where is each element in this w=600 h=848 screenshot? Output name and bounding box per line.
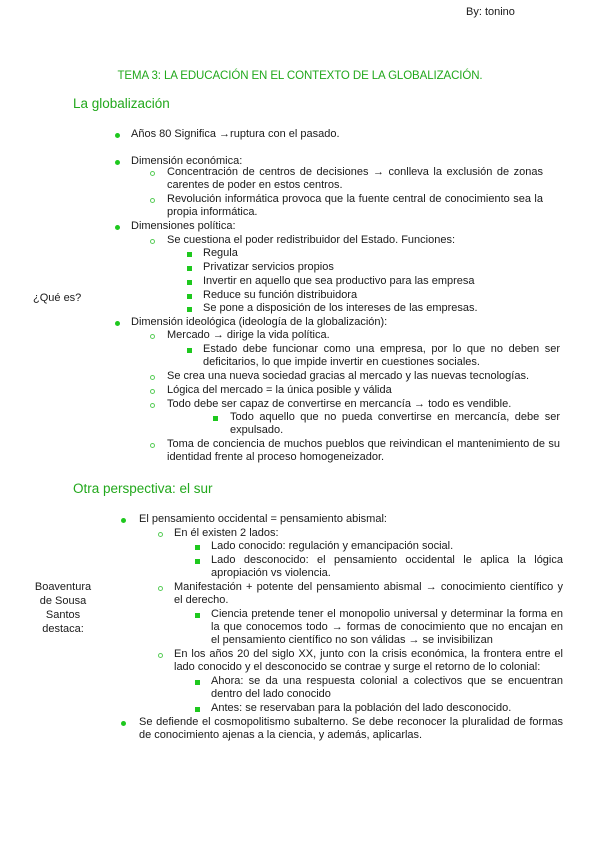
list-item-mercancia: Todo debe ser capaz de convertirse en mercancía → todo es vendible. bbox=[167, 398, 512, 410]
bullet-circle-icon bbox=[150, 403, 155, 408]
bullet-dot-icon bbox=[115, 225, 120, 230]
author-label: By: tonino bbox=[466, 6, 515, 18]
list-item-conciencia: Toma de conciencia de muchos pueblos que reivindican el mantenimiento de su identidad frente al proceso homogeneizador. bbox=[167, 438, 560, 463]
bullet-square-icon bbox=[213, 416, 218, 421]
bullet-circle-icon bbox=[158, 653, 163, 658]
list-item-reduce: Reduce su función distribuidora bbox=[203, 289, 358, 301]
bullet-circle-icon bbox=[150, 239, 155, 244]
list-item-anos20: En los años 20 del siglo XX, junto con la crisis económica, la frontera entre el lado conocido y el desconocido se contrae y surge el retorno de lo colonial: bbox=[174, 648, 563, 673]
bullet-circle-icon bbox=[150, 389, 155, 394]
list-item-concentracion: Concentración de centros de decisiones → conlleva la exclusión de zonas carentes de poder en estos centros. bbox=[167, 166, 543, 191]
bullet-square-icon bbox=[187, 280, 192, 285]
bullet-circle-icon bbox=[150, 375, 155, 380]
side-label-boaventura: Boaventura de Sousa Santos destaca: bbox=[34, 581, 92, 635]
bullet-square-icon bbox=[195, 707, 200, 712]
bullet-square-icon bbox=[187, 294, 192, 299]
bullet-square-icon bbox=[187, 348, 192, 353]
list-item-anos80: Años 80 Significa →ruptura con el pasado. bbox=[131, 128, 340, 140]
section-heading-globalizacion: La globalización bbox=[73, 96, 170, 111]
list-item-privatizar: Privatizar servicios propios bbox=[203, 261, 334, 273]
bullet-square-icon bbox=[195, 613, 200, 618]
bullet-circle-icon bbox=[158, 532, 163, 537]
list-item-dimension-ideologica: Dimensión ideológica (ideología de la globalización): bbox=[131, 316, 388, 328]
list-item-revolucion: Revolución informática provoca que la fuente central de conocimiento sea la propia informática. bbox=[167, 193, 543, 218]
bullet-square-icon bbox=[187, 252, 192, 257]
list-item-mercado: Mercado → dirige la vida política. bbox=[167, 329, 330, 341]
bullet-dot-icon bbox=[115, 133, 120, 138]
list-item-disposicion: Se pone a disposición de los intereses de las empresas. bbox=[203, 302, 478, 314]
list-item-regula: Regula bbox=[203, 247, 238, 259]
bullet-dot-icon bbox=[121, 721, 126, 726]
bullet-circle-icon bbox=[158, 586, 163, 591]
bullet-square-icon bbox=[195, 545, 200, 550]
document-title: TEMA 3: LA EDUCACIÓN EN EL CONTEXTO DE LA GLOBALIZACIÓN. bbox=[117, 70, 483, 82]
list-item-invertir: Invertir en aquello que sea productivo para las empresa bbox=[203, 275, 475, 287]
bullet-circle-icon bbox=[150, 198, 155, 203]
bullet-circle-icon bbox=[150, 334, 155, 339]
list-item-estado: Estado debe funcionar como una empresa, por lo que no deben ser deficitarios, lo que impide invertir en cuestiones sociales. bbox=[203, 343, 560, 368]
list-item-lado-desconocido: Lado desconocido: el pensamiento occidental le aplica la lógica apropiación vs violencia. bbox=[211, 554, 563, 579]
list-item-cosmopolitismo: Se defiende el cosmopolitismo subalterno. Se debe reconocer la pluralidad de formas de conocimiento ajenas a la ciencia, y además, aplicarlas. bbox=[139, 716, 563, 741]
bullet-square-icon bbox=[195, 680, 200, 685]
list-item-expulsado: Todo aquello que no pueda convertirse en mercancía, debe ser expulsado. bbox=[230, 411, 560, 436]
list-item-cuestiona: Se cuestiona el poder redistribuidor del Estado. Funciones: bbox=[167, 234, 456, 246]
side-label-que-es: ¿Qué es? bbox=[33, 292, 82, 304]
list-item-pensamiento-occidental: El pensamiento occidental = pensamiento abismal: bbox=[139, 513, 387, 525]
bullet-square-icon bbox=[195, 559, 200, 564]
list-item-lado-conocido: Lado conocido: regulación y emancipación social. bbox=[211, 540, 454, 552]
list-item-manifestacion: Manifestación + potente del pensamiento abismal → conocimiento científico y el derecho. bbox=[174, 581, 563, 606]
list-item-ahora: Ahora: se da una respuesta colonial a colectivos que se encuentran dentro del lado conocido bbox=[211, 675, 563, 700]
bullet-circle-icon bbox=[150, 171, 155, 176]
list-item-sociedad: Se crea una nueva sociedad gracias al mercado y las nuevas tecnologías. bbox=[167, 370, 529, 382]
list-item-dos-lados: En él existen 2 lados: bbox=[174, 527, 279, 539]
list-item-ciencia: Ciencia pretende tener el monopolio universal y determinar la forma en la que conocemos todo → formas de conocimiento que no encajan en el pensamiento científico no son válidas → se invisibilizan bbox=[211, 608, 563, 646]
bullet-dot-icon bbox=[115, 321, 120, 326]
list-item-logica: Lógica del mercado = la única posible y válida bbox=[167, 384, 392, 396]
bullet-circle-icon bbox=[150, 443, 155, 448]
section-heading-otra-perspectiva: Otra perspectiva: el sur bbox=[73, 481, 213, 496]
bullet-dot-icon bbox=[121, 518, 126, 523]
bullet-dot-icon bbox=[115, 160, 120, 165]
list-item-dimension-economica: Dimensión económica: bbox=[131, 155, 243, 167]
list-item-dimension-politica: Dimensiones política: bbox=[131, 220, 236, 232]
bullet-square-icon bbox=[187, 266, 192, 271]
bullet-square-icon bbox=[187, 307, 192, 312]
list-item-antes: Antes: se reservaban para la población del lado desconocido. bbox=[211, 702, 512, 714]
